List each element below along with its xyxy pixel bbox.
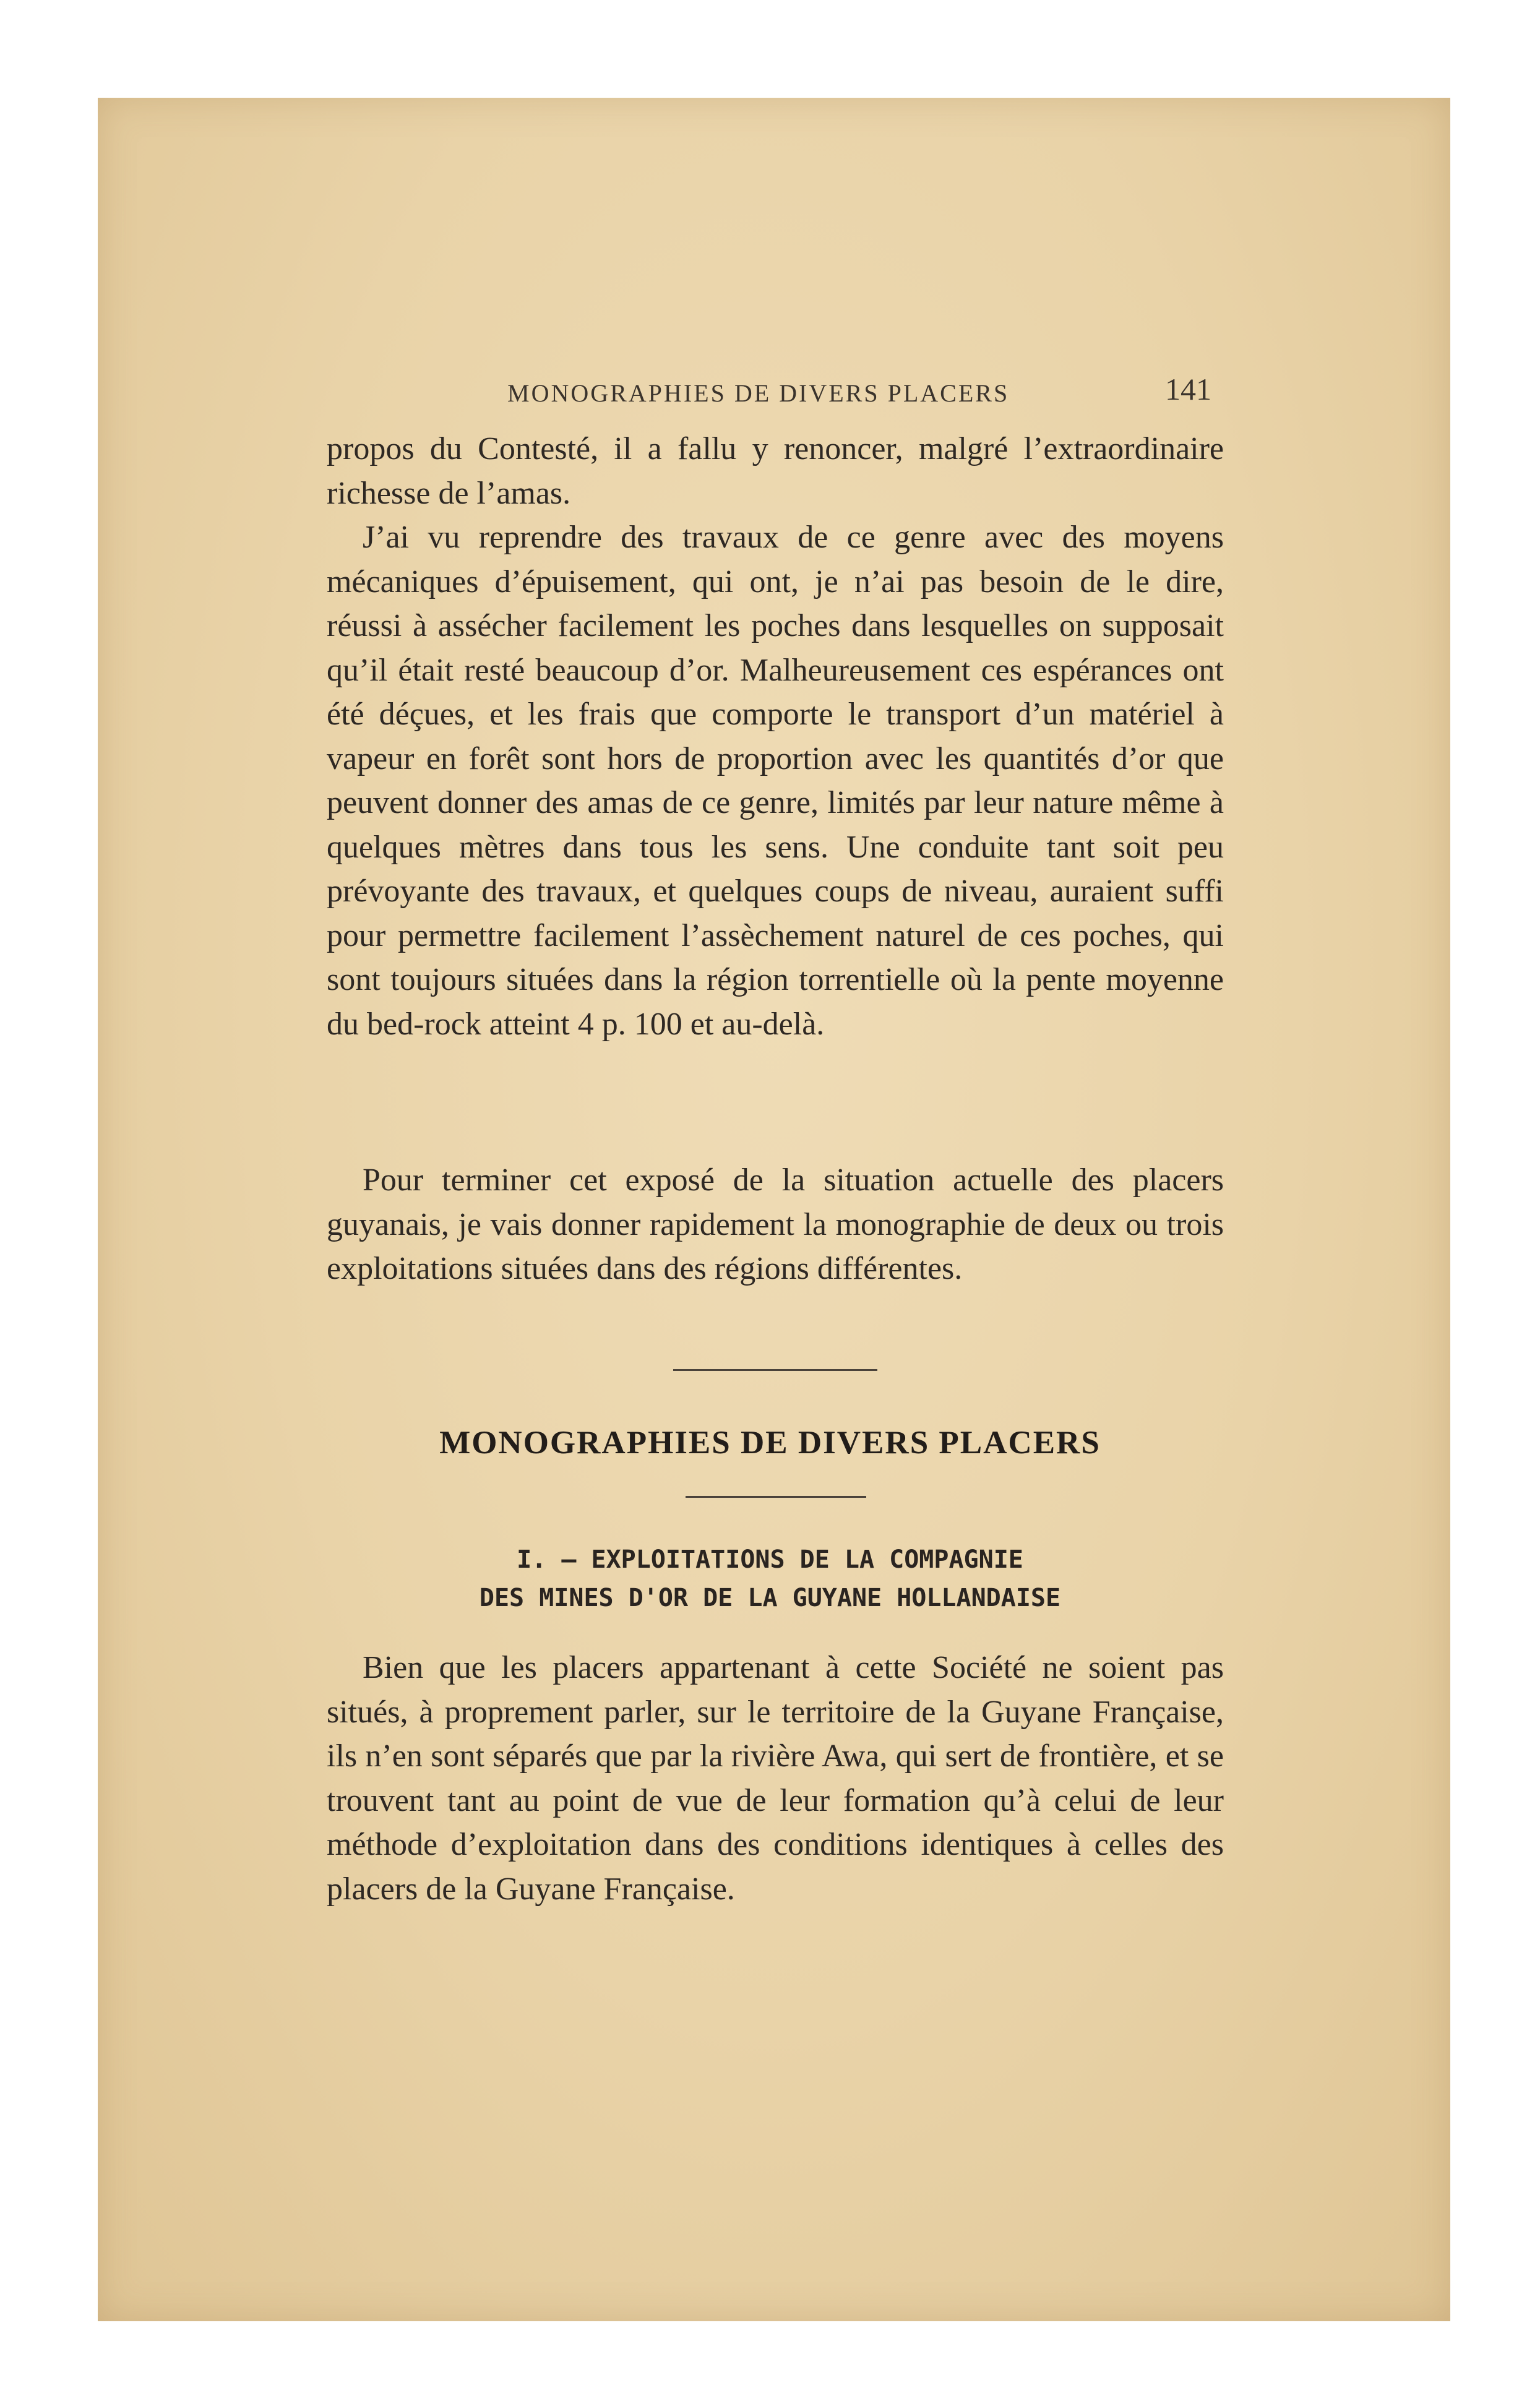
running-head: MONOGRAPHIES DE DIVERS PLACERS [507, 379, 1010, 407]
page-number: 141 [1165, 372, 1211, 406]
section-divider [686, 1496, 866, 1498]
paragraph: Bien que les placers appartenant à cette Société ne soient pas situés, à proprement parler, sur le territoire de la Guyane Française, ils n’en sont séparés que par la rivière Awa, qui sert de frontière, et se trouvent tant au point de vue de leur formation qu’à celui de leur méthode d’exploitation dans des conditions identiques à celles des placers de la Guyane Française. [327, 1650, 1224, 1907]
subsection-heading-line: I. — EXPLOITATIONS DE LA COMPAGNIE [517, 1545, 1023, 1574]
paragraph-continued: propos du Contesté, il a fallu y renoncer, malgré l’extraordinaire richesse de l’amas. [327, 431, 1224, 511]
subsection-heading [0, 1540, 1540, 1617]
paragraph: Pour terminer cet exposé de la situation actuelle des placers guyanais, je vais donner rapidement la monographie de deux ou trois exploitations situées dans des régions différentes. [327, 1162, 1224, 1286]
section-title: MONOGRAPHIES DE DIVERS PLACERS [439, 1425, 1101, 1461]
body-text-lower [327, 1646, 1224, 1911]
body-text-upper [327, 427, 1224, 1046]
body-text-middle [327, 1158, 1224, 1291]
paragraph: J’ai vu reprendre des travaux de ce genre avec des moyens mécaniques d’épuisement, qui ont, je n’ai pas besoin de le dire, réussi à assécher facilement les poches dans lesquelles on supposait qu’il était resté beaucoup d’or. Malheureusement ces espérances ont été déçues, et les frais que comporte le transport d’un matériel à vapeur en forêt sont hors de proportion avec les quantités d’or que peuvent donner des amas de ce genre, limités par leur nature même à quelques mètres dans tous les sens. Une conduite tant soit peu prévoyante des travaux, et quelques coups de niveau, auraient suffi pour permettre facilement l’assèchement naturel de ces poches, qui sont toujours situées dans la région torrentielle où la pente moyenne du bed-rock atteint 4 p. 100 et au-delà. [327, 520, 1224, 1042]
subsection-heading-line: DES MINES D'OR DE LA GUYANE HOLLANDAISE [479, 1584, 1061, 1612]
section-divider [673, 1369, 877, 1371]
